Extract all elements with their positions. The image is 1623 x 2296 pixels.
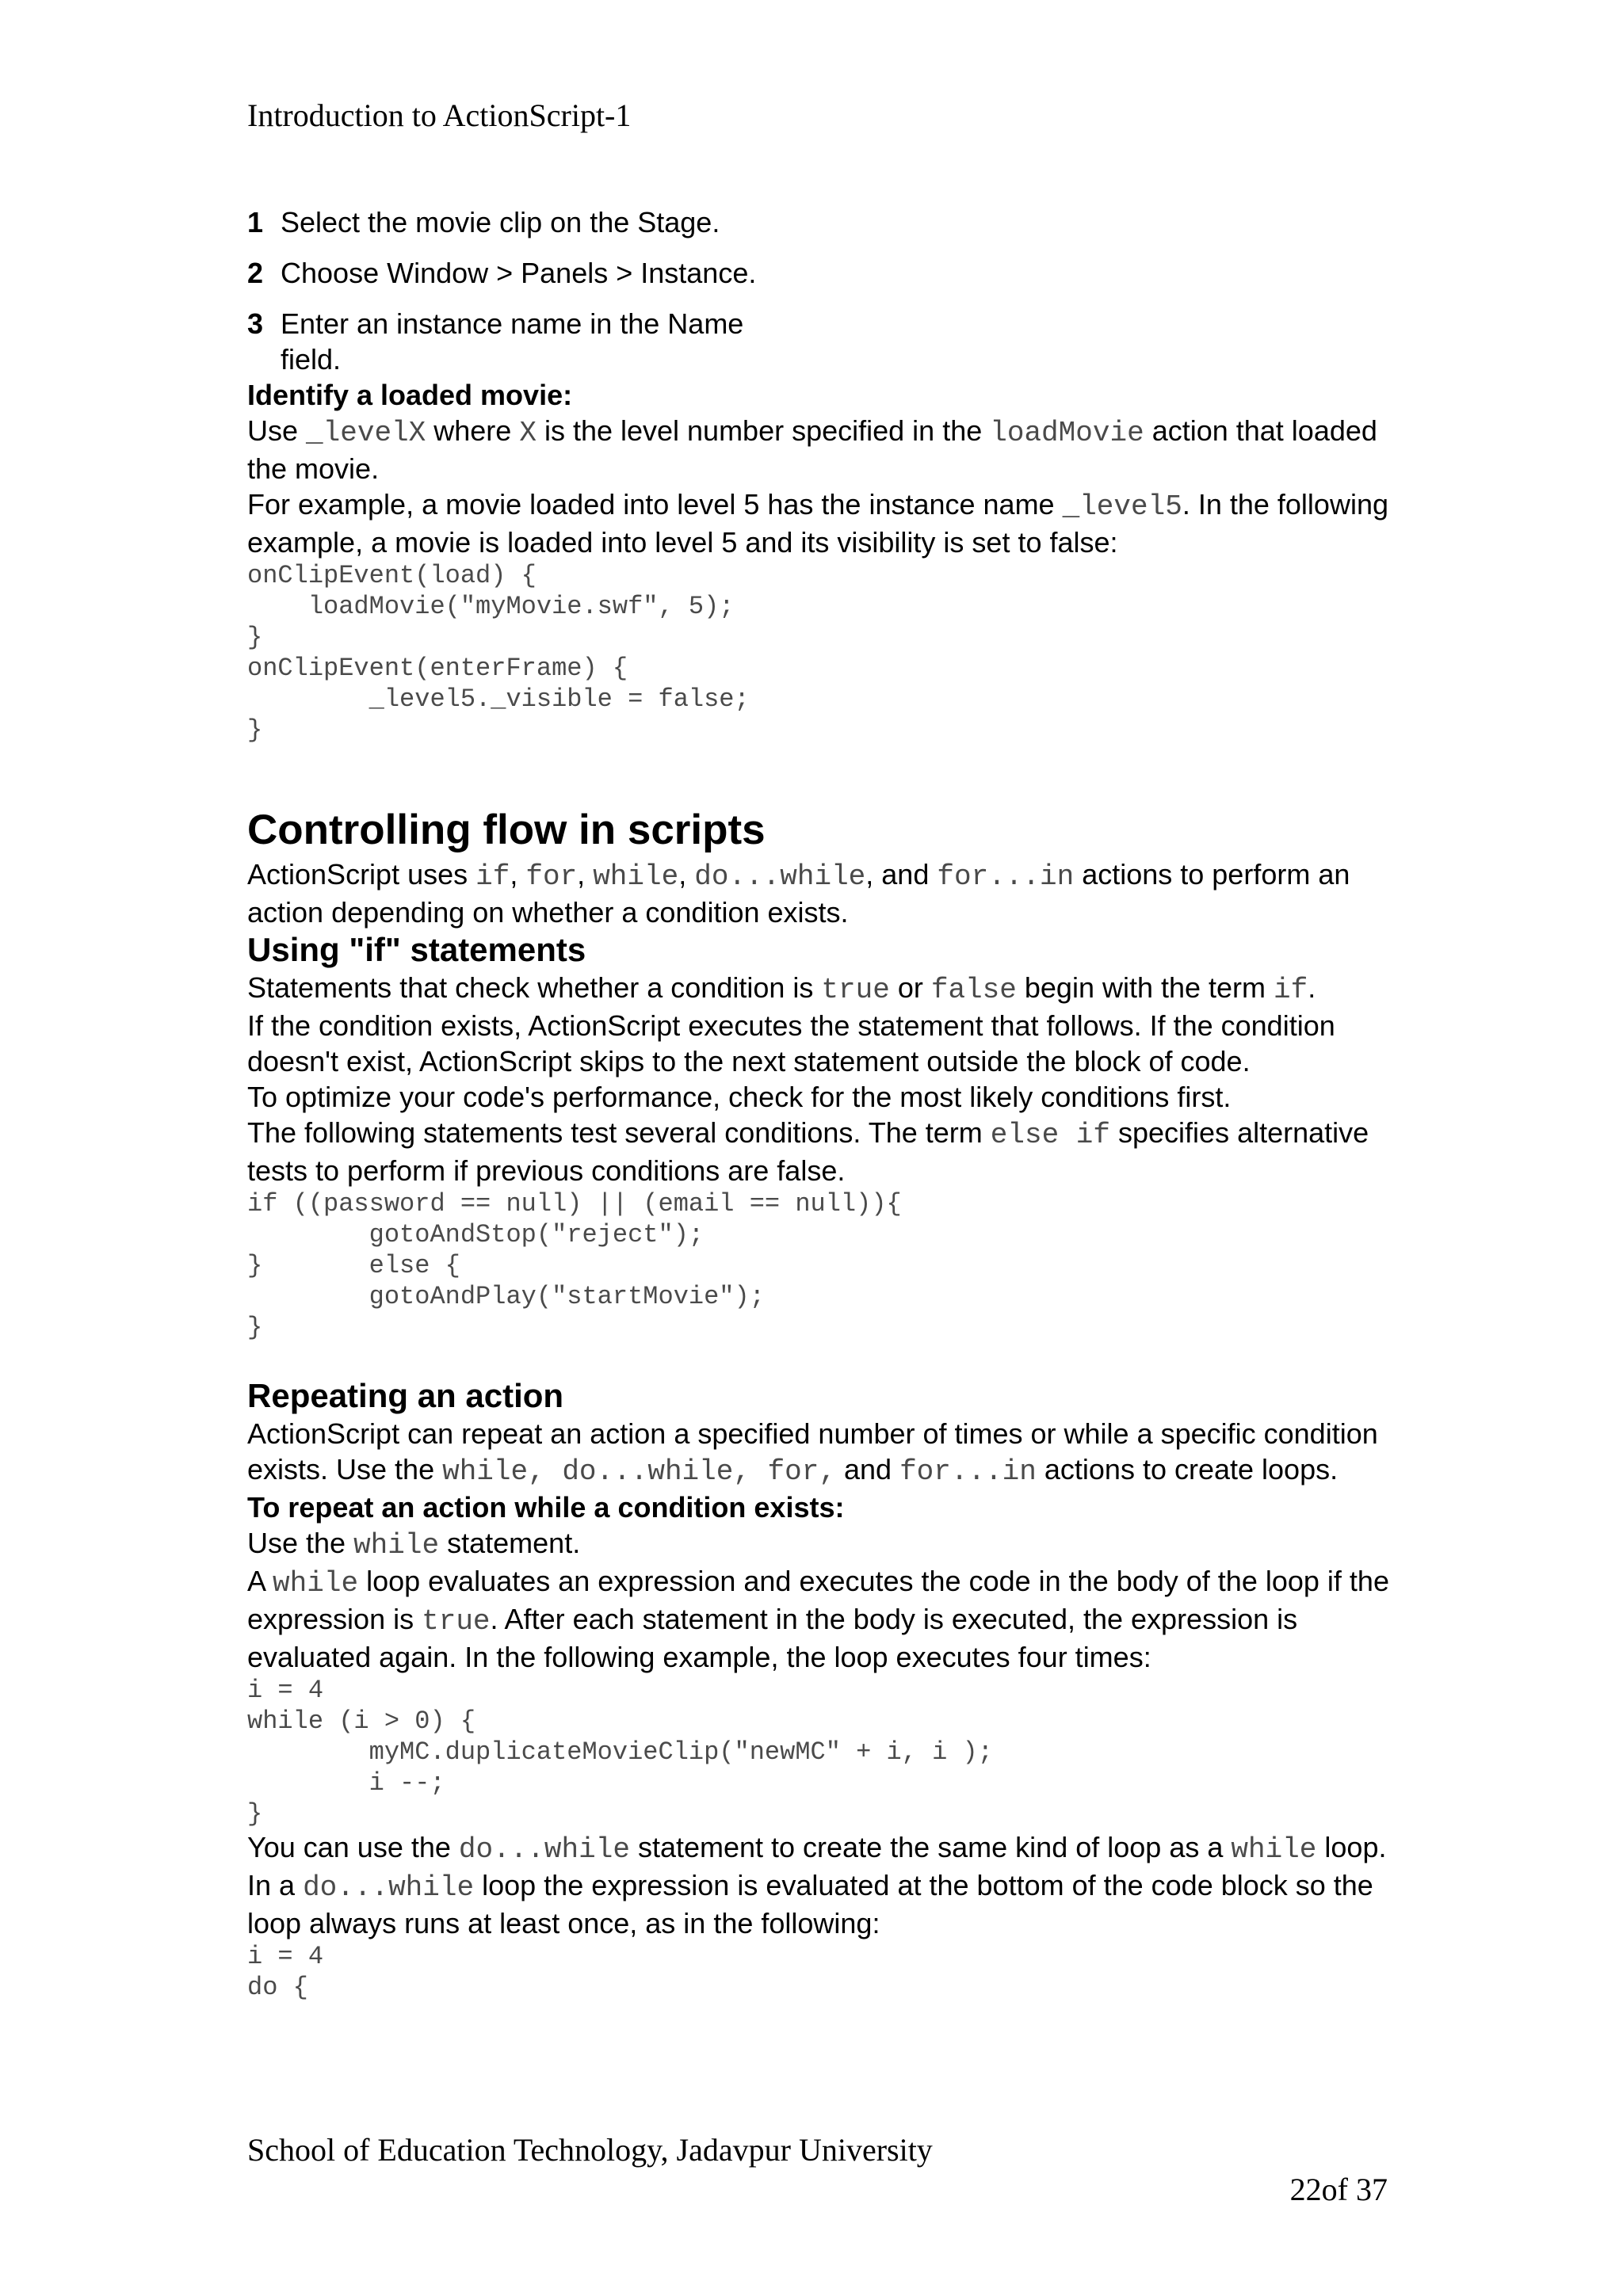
repeat-paragraph-4: You can use the do...while statement to create the same kind of loop as a while loop. In a do...while loop the expression is evaluated at the bottom of the code block so the loop always runs at least once, as in the following: <box>247 1831 1387 1939</box>
repeat-paragraph-2: Use the while statement. <box>247 1527 581 1562</box>
if-paragraph-4: The following statements test several conditions. The term else if specifies alternative tests to perform if previous conditions are false. <box>247 1116 1369 1187</box>
step-item <box>247 255 1396 291</box>
running-header: Introduction to ActionScript-1 <box>247 97 632 133</box>
step-number: 1 <box>247 206 264 238</box>
if-paragraph-3: To optimize your code's performance, check for the most likely conditions first. <box>247 1081 1232 1113</box>
code-block-load-movie: onClipEvent(load) { loadMovie("myMovie.swf", 5); } onClipEvent(enterFrame) { _level5._visible = false; } <box>247 561 750 745</box>
if-paragraph-2: If the condition exists, ActionScript executes the statement that follows. If the condition doesn't exist, ActionScript skips to the next statement outside the block of code. <box>247 1009 1335 1077</box>
loaded-movie-paragraph-1: Use _levelX where X is the level number specified in the loadMovie action that loaded the movie. <box>247 414 1377 485</box>
repeat-while-label: To repeat an action while a condition exists: <box>247 1491 845 1524</box>
flow-intro-paragraph: ActionScript uses if, for, while, do...while, and for...in actions to perform an action depending on whether a condition exists. <box>247 858 1350 929</box>
if-paragraph-1: Statements that check whether a condition is true or false begin with the term if. <box>247 971 1316 1006</box>
step-number: 2 <box>247 257 264 289</box>
step-text: Select the movie clip on the Stage. <box>281 206 720 238</box>
step-item <box>247 204 1396 240</box>
loaded-movie-paragraph-2: For example, a movie loaded into level 5 has the instance name _level5. In the following example, a movie is loaded into level 5 and its visibility is set to false: <box>247 488 1388 559</box>
section-heading-controlling-flow: Controlling flow in scripts <box>247 807 766 853</box>
step-item <box>247 306 1396 377</box>
step-text: Enter an instance name in the Name field. <box>281 307 744 376</box>
step-text: Choose Window > Panels > Instance. <box>281 257 757 289</box>
repeat-paragraph-1: ActionScript can repeat an action a specified number of times or while a specific condition exists. Use the while, do...while, for, and for...in actions to create loops. <box>247 1417 1378 1488</box>
page-content <box>247 204 1396 2003</box>
loaded-movie-label: Identify a loaded movie: <box>247 379 573 411</box>
subsection-heading-repeating: Repeating an action <box>247 1377 564 1414</box>
page-number: 22of 37 <box>1289 2172 1388 2207</box>
subsection-heading-if: Using "if" statements <box>247 931 586 968</box>
repeat-paragraph-3: A while loop evaluates an expression and executes the code in the body of the loop if the expression is true. After each statement in the body is executed, the expression is evaluated again. In the following example, the loop executes four times: <box>247 1565 1389 1673</box>
code-block-if: if ((password == null) || (email == null)){ gotoAndStop("reject"); } else { gotoAndPlay("startMovie"); } <box>247 1189 902 1342</box>
running-footer: School of Education Technology, Jadavpur University <box>247 2132 933 2168</box>
code-block-do-while: i = 4 do { <box>247 1942 324 2002</box>
step-number: 3 <box>247 307 264 340</box>
code-block-while: i = 4 while (i > 0) { myMC.duplicateMovieClip("newMC" + i, i ); i --; } <box>247 1676 993 1829</box>
